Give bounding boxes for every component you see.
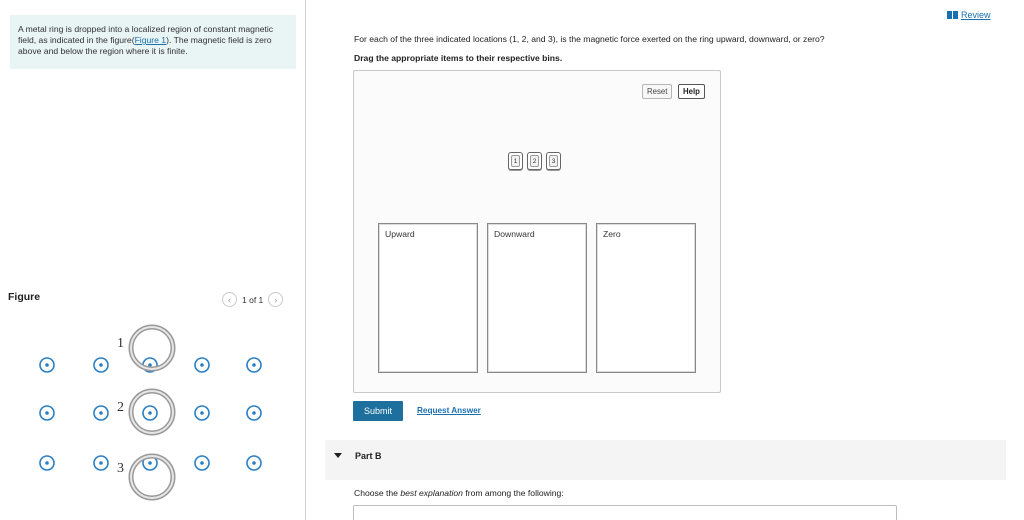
tile-label: 2 — [530, 155, 539, 167]
metal-rings — [131, 327, 173, 498]
prev-figure-button[interactable]: ‹ — [222, 292, 237, 307]
bin-label-upward: Upward — [385, 229, 415, 239]
field-dots — [45, 363, 256, 465]
problem-statement — [10, 15, 296, 69]
reset-button[interactable]: Reset — [642, 84, 672, 99]
bin-label-zero: Zero — [603, 229, 621, 239]
bin-upward[interactable] — [378, 223, 478, 373]
bin-downward[interactable] — [487, 223, 587, 373]
location-label-1: 1 — [117, 336, 124, 351]
draggable-tile-2[interactable] — [527, 152, 542, 170]
problem-text-end: ). The magnetic field is zero above and below the region where it is finite. — [18, 35, 272, 56]
draggable-tile-1[interactable] — [508, 152, 523, 170]
location-label-3: 3 — [117, 461, 124, 476]
collapse-arrow-icon[interactable] — [334, 453, 342, 458]
help-button[interactable]: Help — [678, 84, 705, 99]
next-figure-button[interactable]: › — [268, 292, 283, 307]
explanation-select[interactable] — [353, 505, 897, 520]
draggable-tiles — [508, 152, 561, 170]
review-label: Review — [961, 10, 991, 20]
part-b-prompt — [354, 488, 564, 498]
prompt-end: from among the following: — [462, 488, 564, 498]
tile-label: 3 — [549, 155, 558, 167]
magnetic-field-figure — [0, 320, 306, 520]
part-a-question: For each of the three indicated locations (1, 2, and 3), is the magnetic force exerted on the ring upward, downward, or zero? — [354, 34, 825, 44]
left-pane — [0, 0, 306, 520]
bin-zero[interactable] — [596, 223, 696, 373]
figure-canvas — [0, 320, 306, 520]
figure-pager — [222, 292, 283, 307]
review-link[interactable] — [947, 10, 991, 20]
request-answer-link[interactable]: Request Answer — [417, 406, 481, 415]
prompt-start: Choose the — [354, 488, 401, 498]
part-b-header[interactable] — [325, 440, 1006, 480]
figure-link[interactable]: Figure 1 — [134, 35, 167, 45]
prompt-emphasis: best explanation — [400, 488, 463, 498]
draggable-tile-3[interactable] — [546, 152, 561, 170]
drag-and-drop-area — [353, 70, 721, 393]
pager-text: 1 of 1 — [242, 294, 264, 305]
problem-text-start: A metal ring is dropped into a localized region of constant magnetic field, as indicated in the figure( — [18, 24, 274, 45]
book-icon — [947, 11, 958, 19]
submit-button[interactable]: Submit — [353, 401, 403, 421]
figure-title: Figure — [8, 291, 41, 303]
part-b-title: Part B — [355, 451, 382, 461]
part-a-instruction: Drag the appropriate items to their respective bins. — [354, 53, 563, 63]
bin-label-downward: Downward — [494, 229, 535, 239]
tile-label: 1 — [511, 155, 520, 167]
location-label-2: 2 — [117, 400, 124, 415]
